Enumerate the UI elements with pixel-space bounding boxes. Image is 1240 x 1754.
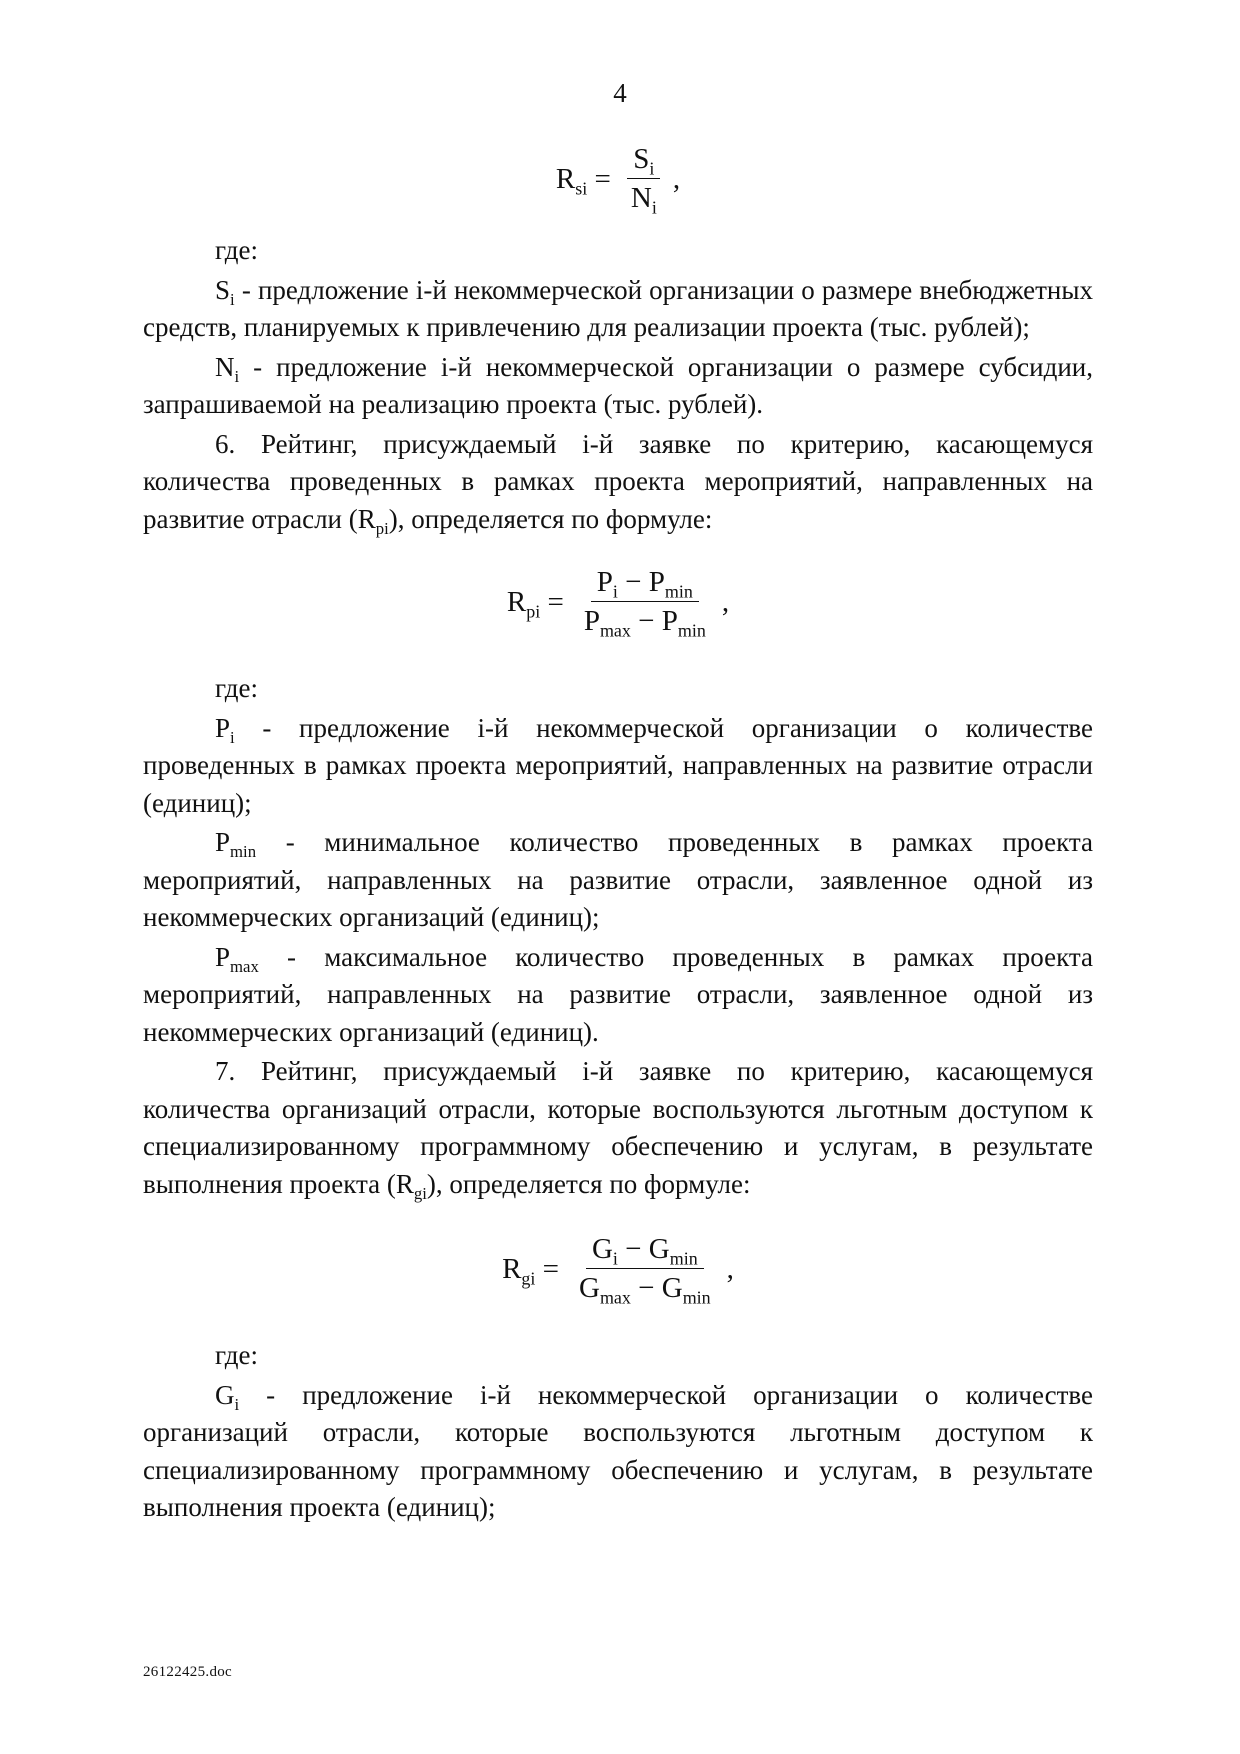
definition-p-i: $P_i$ - предложение i-й некоммерческой организации о количестве проведенных в рамках проекта мероприятий, направленных на развитие отрасли (единиц); [143,712,1093,818]
page-content [143,140,1093,1527]
formula-rgi [143,1227,1093,1311]
fraction [578,566,712,641]
where-label: где: [215,1340,258,1370]
formula-rpi [143,560,1093,644]
formula-lhs: $R_{pi}$ = [506,585,564,621]
formula-punctuation: , [672,162,681,195]
fraction-denominator: $N_i$ [630,182,657,218]
fraction-numerator: $G_i - G_{min}$ [586,1235,704,1269]
item-6-paragraph: 6. Рейтинг, присуждаемый i-й заявке по критерию, касающемуся количества проведенных в рамках проекта мероприятий, направленных на развитие отрасли $(R_{pi})$, определяется по формуле: [143,428,1093,538]
formula-rsi [143,140,1093,218]
definition-p-min: $P_{min}$ - минимальное количество проведенных в рамках проекта мероприятий, направленных на развитие отрасли, заявленное одной из некоммерческих организаций (единиц); [143,827,1093,932]
formula-lhs: $R_{gi}$ = [502,1252,559,1288]
fraction [625,143,663,218]
formula-lhs: $R_{si}$ = [555,162,611,198]
fraction-denominator: $G_{max} - G_{min}$ [579,1272,711,1308]
item-7-paragraph: 7. Рейтинг, присуждаемый i-й заявке по критерию, касающемуся количества организаций отрасли, которые воспользуются льготным доступом к специализированному программному обеспечению и услугам, в результате выполнения проекта $(R_{gi})$, определяется по формуле: [143,1056,1093,1203]
fraction-denominator: $P_{max} - P_{min}$ [583,605,706,641]
definition-n-i: $N_i$ - предложение i-й некоммерческой организации о размере субсидии, запрашиваемой на реализацию проекта (тыс. рублей). [143,351,1093,419]
fraction-numerator: $S_i$ [627,145,660,179]
definition-g-i: $G_i$ - предложение i-й некоммерческой организации о количестве организаций отрасли, которые воспользуются льготным доступом к специализированному программному обеспечению и услугам, в результате выполнения проекта (единиц); [143,1379,1093,1522]
fraction [573,1233,717,1308]
fraction-numerator: $P_i - P_{min}$ [591,568,699,602]
document-filename: 26122425.doc [143,1664,233,1680]
where-label: где: [215,235,258,265]
page-number: 4 [613,78,627,108]
definition-p-max: $P_{max}$ - максимальное количество проведенных в рамках проекта мероприятий, направленных на развитие отрасли, заявленное одной из некоммерческих организаций (единиц). [143,941,1093,1047]
where-label: где: [215,673,258,703]
formula-punctuation: , [726,1252,734,1285]
definition-s-i: $S_i$ - предложение i-й некоммерческой организации о размере внебюджетных средств, планируемых к привлечению для реализации проекта (тыс. рублей); [143,274,1093,342]
formula-punctuation: , [721,585,730,618]
